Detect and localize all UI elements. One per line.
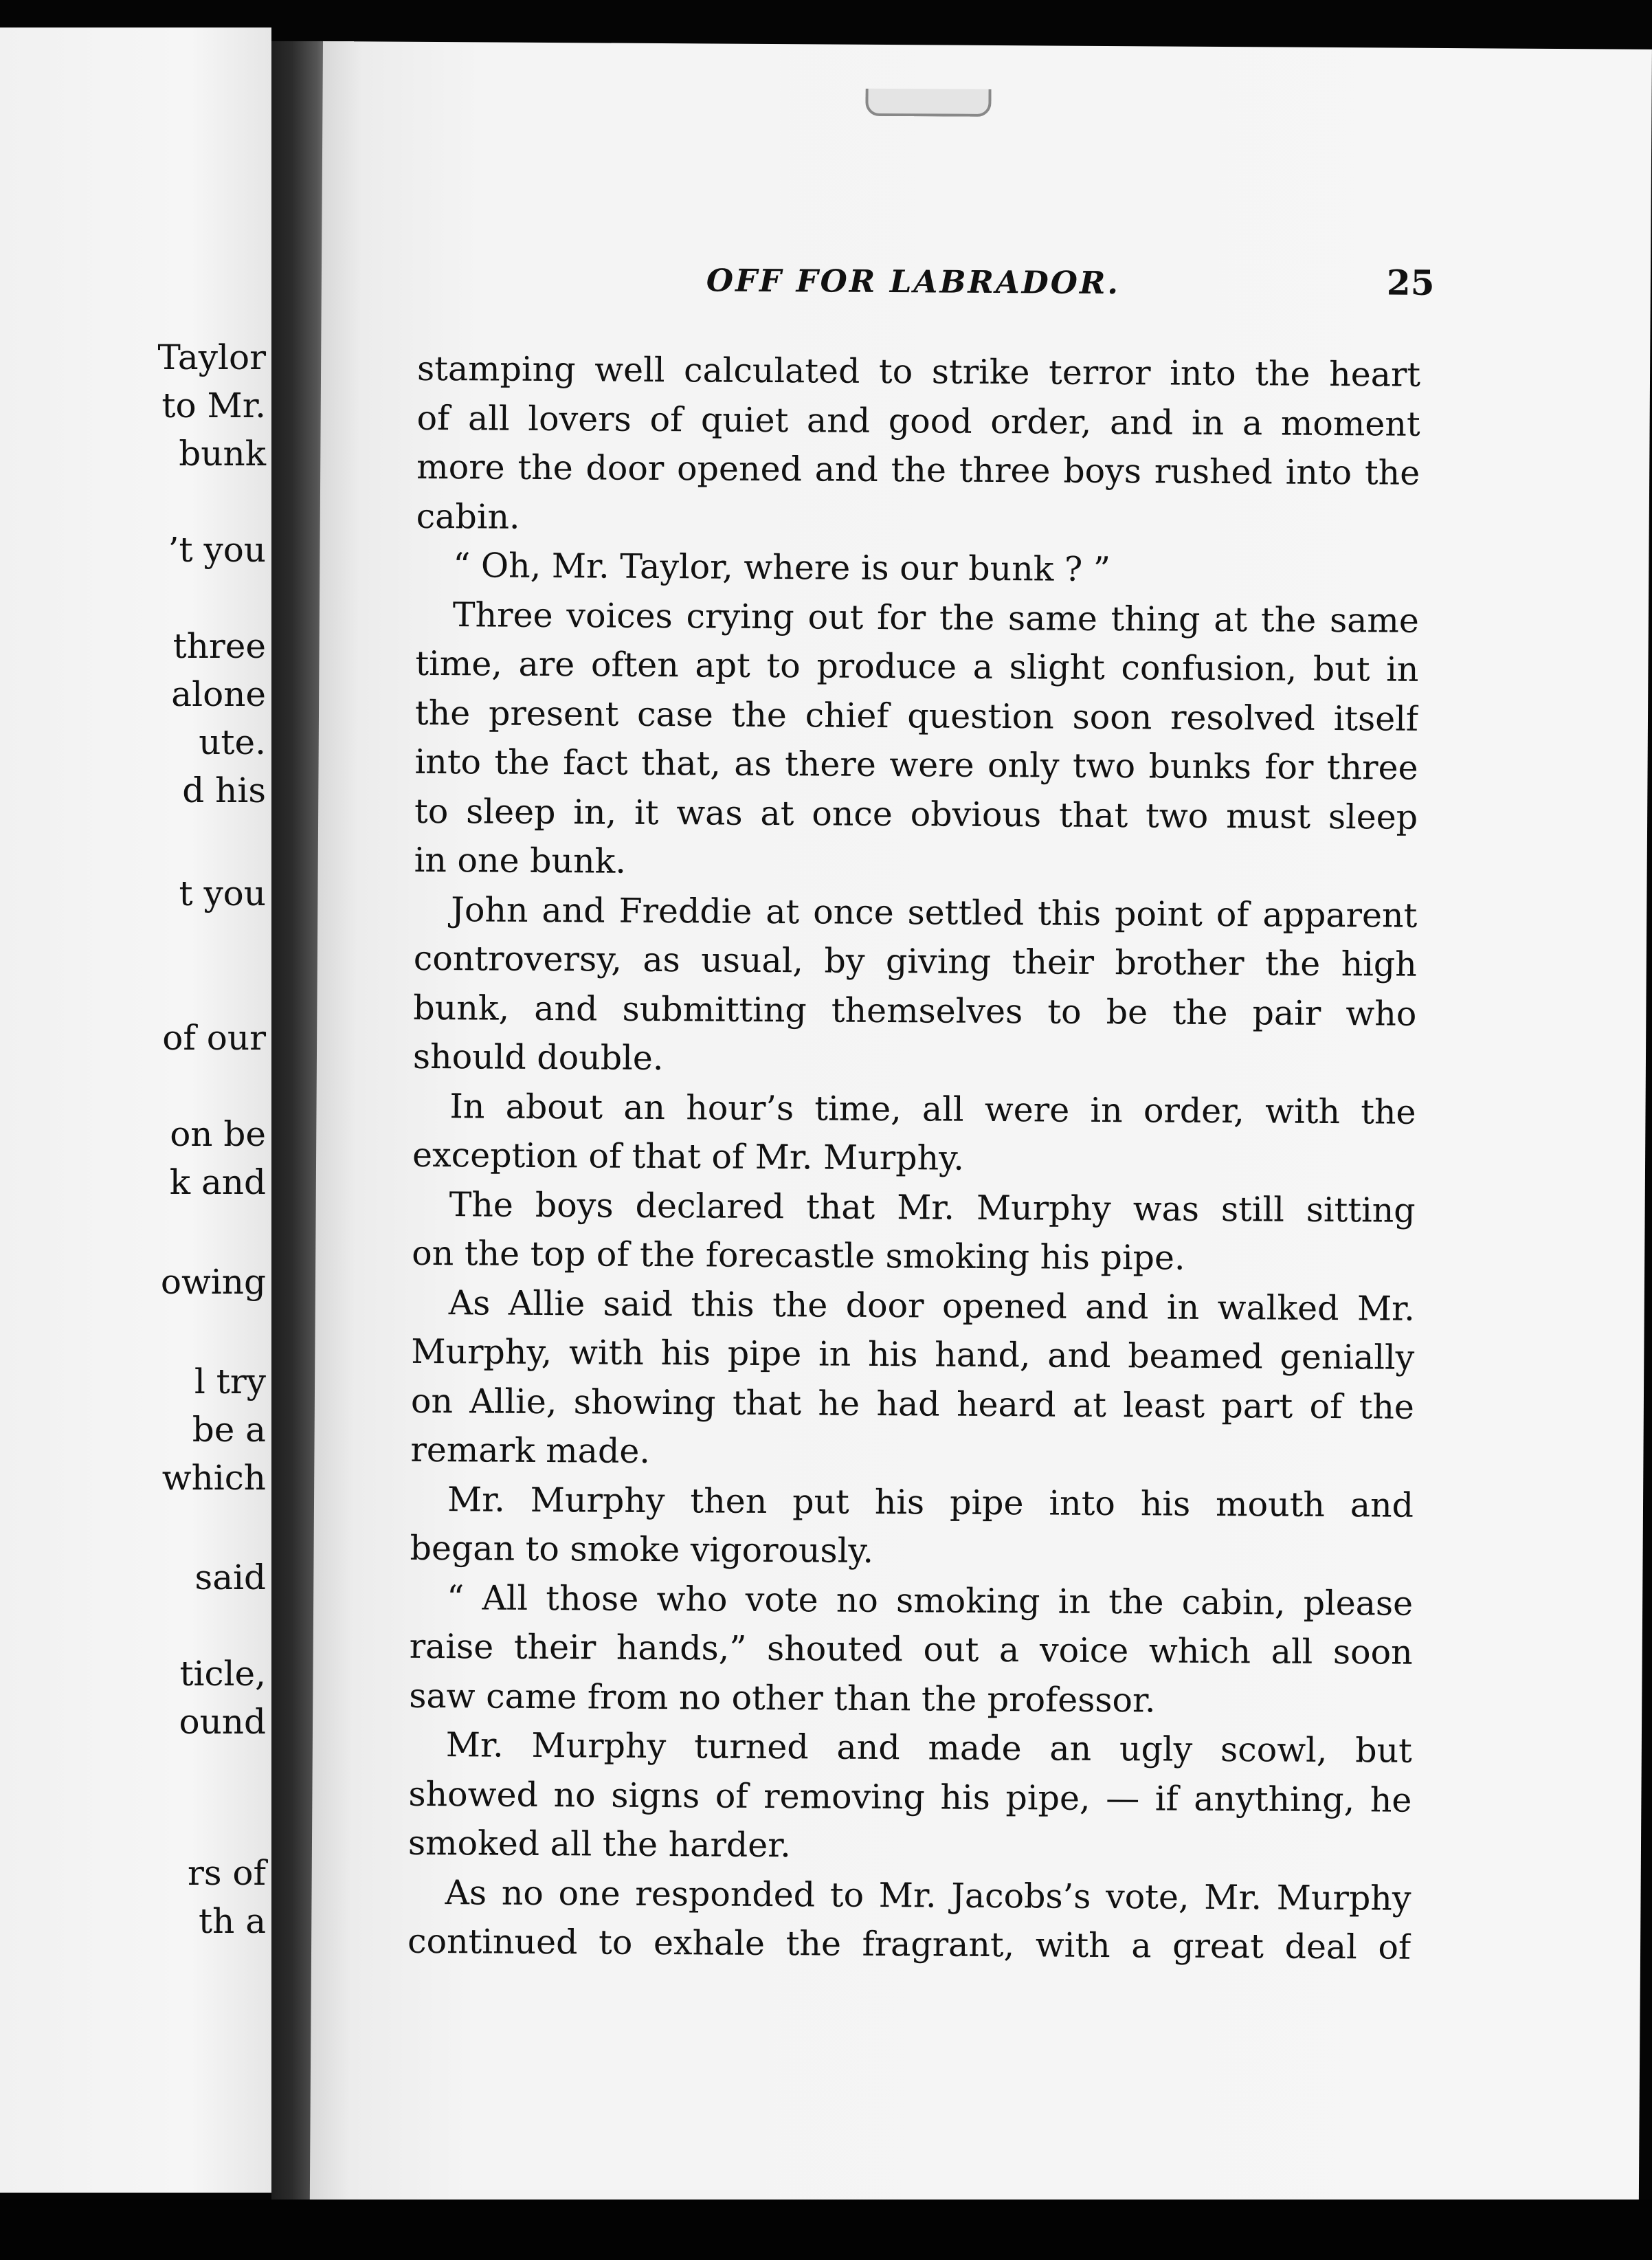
text-line: cabin. <box>416 496 520 537</box>
running-head: OFF FOR LABRADOR. <box>706 262 1121 302</box>
text-line: Murphy, with his pipe in his hand, and beamed genially <box>411 1331 1415 1377</box>
text-line: smoked all the harder. <box>408 1823 792 1865</box>
previous-page-fragment: said <box>194 1558 266 1597</box>
previous-page <box>0 27 271 2193</box>
previous-page-fragment: l try <box>194 1362 266 1402</box>
text-line: raise their hands,” shouted out a voice which all soon <box>409 1626 1413 1672</box>
previous-page-fragment: be a <box>192 1410 266 1450</box>
text-line: time, are often apt to produce a slight confusion, but in <box>415 643 1419 689</box>
previous-page-fragment: alone <box>171 674 266 714</box>
text-line: of all lovers of quiet and good order, and in a moment <box>416 398 1420 444</box>
text-line: continued to exhale the fragrant, with a great deal of <box>407 1921 1411 1967</box>
previous-page-fragment: to Mr. <box>161 386 266 425</box>
text-line: exception of that of Mr. Murphy. <box>412 1135 965 1178</box>
text-line: saw came from no other than the professor. <box>409 1676 1156 1720</box>
previous-page-fragment: ’t you <box>168 530 266 570</box>
previous-page-fragment: which <box>161 1458 266 1498</box>
text-line: on the top of the forecastle smoking his pipe. <box>412 1233 1185 1278</box>
text-line: on Allie, showing that he had heard at least part of the <box>410 1381 1415 1427</box>
previous-page-fragment: d his <box>182 771 266 810</box>
scan-bottom-edge <box>0 2200 1652 2260</box>
text-line: the present case the chief question soon resolved itself <box>414 693 1419 739</box>
page-body-text <box>408 344 1420 1972</box>
text-line: controversy, as usual, by giving their brother the high <box>413 938 1417 984</box>
text-line: into the fact that, as there were only two bunks for three <box>414 742 1418 788</box>
page-clip-mark <box>865 89 991 117</box>
previous-page-fragment: rs of <box>187 1853 266 1893</box>
text-line: more the door opened and the three boys rushed into the <box>416 447 1420 493</box>
current-page <box>310 41 1652 2215</box>
previous-page-fragment: ound <box>179 1702 266 1742</box>
text-line: Mr. Murphy then put his pipe into his mouth and <box>447 1479 1414 1525</box>
previous-page-fragment: t you <box>179 874 266 913</box>
previous-page-fragment: on be <box>170 1114 266 1154</box>
previous-page-fragment: three <box>172 626 266 666</box>
text-line: Mr. Murphy turned and made an ugly scowl, but <box>445 1725 1413 1771</box>
text-line: in one bunk. <box>414 840 627 881</box>
text-line: John and Freddie at once settled this point of apparent <box>451 889 1418 935</box>
text-line: As Allie said this the door opened and in walked Mr. <box>448 1283 1415 1329</box>
previous-page-fragment: k and <box>169 1162 266 1202</box>
previous-page-fragment: of our <box>162 1018 266 1058</box>
text-line: As no one responded to Mr. Jacobs’s vote, Mr. Murphy <box>445 1872 1411 1918</box>
previous-page-fragment: ute. <box>199 722 266 762</box>
text-line: should double. <box>412 1037 664 1078</box>
text-line: stamping well calculated to strike terror into the heart <box>416 348 1421 395</box>
text-line: “ Oh, Mr. Taylor, where is our bunk ? ” <box>453 546 1111 590</box>
previous-page-fragment: owing <box>160 1262 266 1302</box>
text-line: The boys declared that Mr. Murphy was still sitting <box>449 1184 1416 1230</box>
text-line: Three voices crying out for the same thing at the same <box>452 595 1420 641</box>
previous-page-fragment: bunk <box>179 434 266 474</box>
text-line: remark made. <box>410 1430 651 1471</box>
text-line: bunk, and submitting themselves to be the pair who <box>413 988 1417 1034</box>
text-line: began to smoke vigorously. <box>410 1528 874 1571</box>
text-line: In about an hour’s time, all were in order, with the <box>449 1086 1416 1132</box>
previous-page-fragment: ticle, <box>179 1654 266 1694</box>
text-line: showed no signs of removing his pipe, — if anything, he <box>408 1774 1412 1820</box>
text-line: “ All those who vote no smoking in the cabin, please <box>446 1577 1414 1624</box>
previous-page-fragment: Taylor <box>157 337 266 377</box>
page-number: 25 <box>1386 262 1435 303</box>
text-line: to sleep in, it was at once obvious that two must sleep <box>414 791 1418 837</box>
previous-page-fragment: th a <box>199 1901 266 1941</box>
